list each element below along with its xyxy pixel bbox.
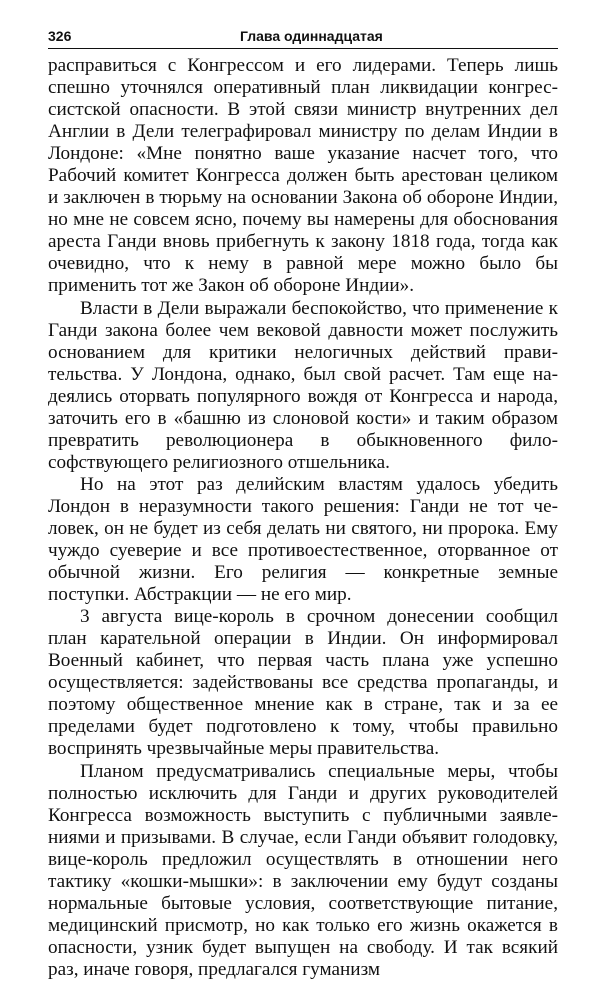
paragraph-1: расправиться с Конгрессом и его лидерами. Теперь лишь спешно уточнялся оперативный план ликвидации конгрессистской опасности. В этой связи министр внутренних дел Англии в Дели телеграфировал министру по делам Индии в Лондоне: «Мне понятно ваше указание насчет того, что Рабочий комитет Конгресса должен быть арестован целиком и заключен в тюрьму на основании Закона об обороне Индии, но мне не совсем ясно, почему вы намерены для обоснования ареста Ганди вновь прибегнуть к закону 1818 года, тогда как очевидно, что к нему в равной мере можно было бы применить тот же Закон об обороне Индии». xyxy=(48,55,558,297)
page-content xyxy=(48,26,558,981)
paragraph-4: 3 августа вице-король в срочном донесении сообщил план карательной операции в Индии. Он информировал Военный кабинет, что первая часть плана уже успешно осуществляется: задействованы все средства пропаганды, и поэтому общественное мнение как в стране, так и за ее пределами будет подготовлено к тому, чтобы правильно воспринять чрезвычайные меры правительства. xyxy=(48,606,558,760)
paragraph-3: Но на этот раз делийским властям удалось убедить Лондон в неразумности такого решения: Ганди не тот человек, он не будет из себя делать ни святого, ни пророка. Ему чуждо суеверие и все противоестественное, оторванное от обычной жизни. Его религия — конкретные земные поступки. Абстракции — не его мир. xyxy=(48,473,558,606)
page-number: 326 xyxy=(48,28,72,44)
body-text xyxy=(48,55,558,981)
chapter-title: Глава одиннадцатая xyxy=(240,28,383,44)
paragraph-2: Власти в Дели выражали беспокойство, что применение к Ганди закона более чем вековой давности может послужить основанием для критики нелогичных действий правительства. У Лондона, однако, был свой расчет. Там еще надеялись оторвать популярного вождя от Конгресса и народа, заточить его в «башню из слоновой кости» и таким образом превратить революционера в обыкновенного философствующего религиозного отшельника. xyxy=(48,297,558,473)
paragraph-5: Планом предусматривались специальные меры, чтобы полностью исключить для Ганди и других руководителей Конгресса возможность выступить с публичными заявлениями и призывами. В случае, если Ганди объявит голодовку, вице-король предложил осуществлять в отношении него тактику «кошки-мышки»: в заключении ему будут созданы нормальные бытовые условия, соответствующие питание, медицинский присмотр, но как только его жизнь окажется в опасности, узник будет выпущен на свободу. И так всякий раз, иначе говоря, предлагался гуманизм xyxy=(48,760,558,980)
running-header xyxy=(48,26,558,49)
